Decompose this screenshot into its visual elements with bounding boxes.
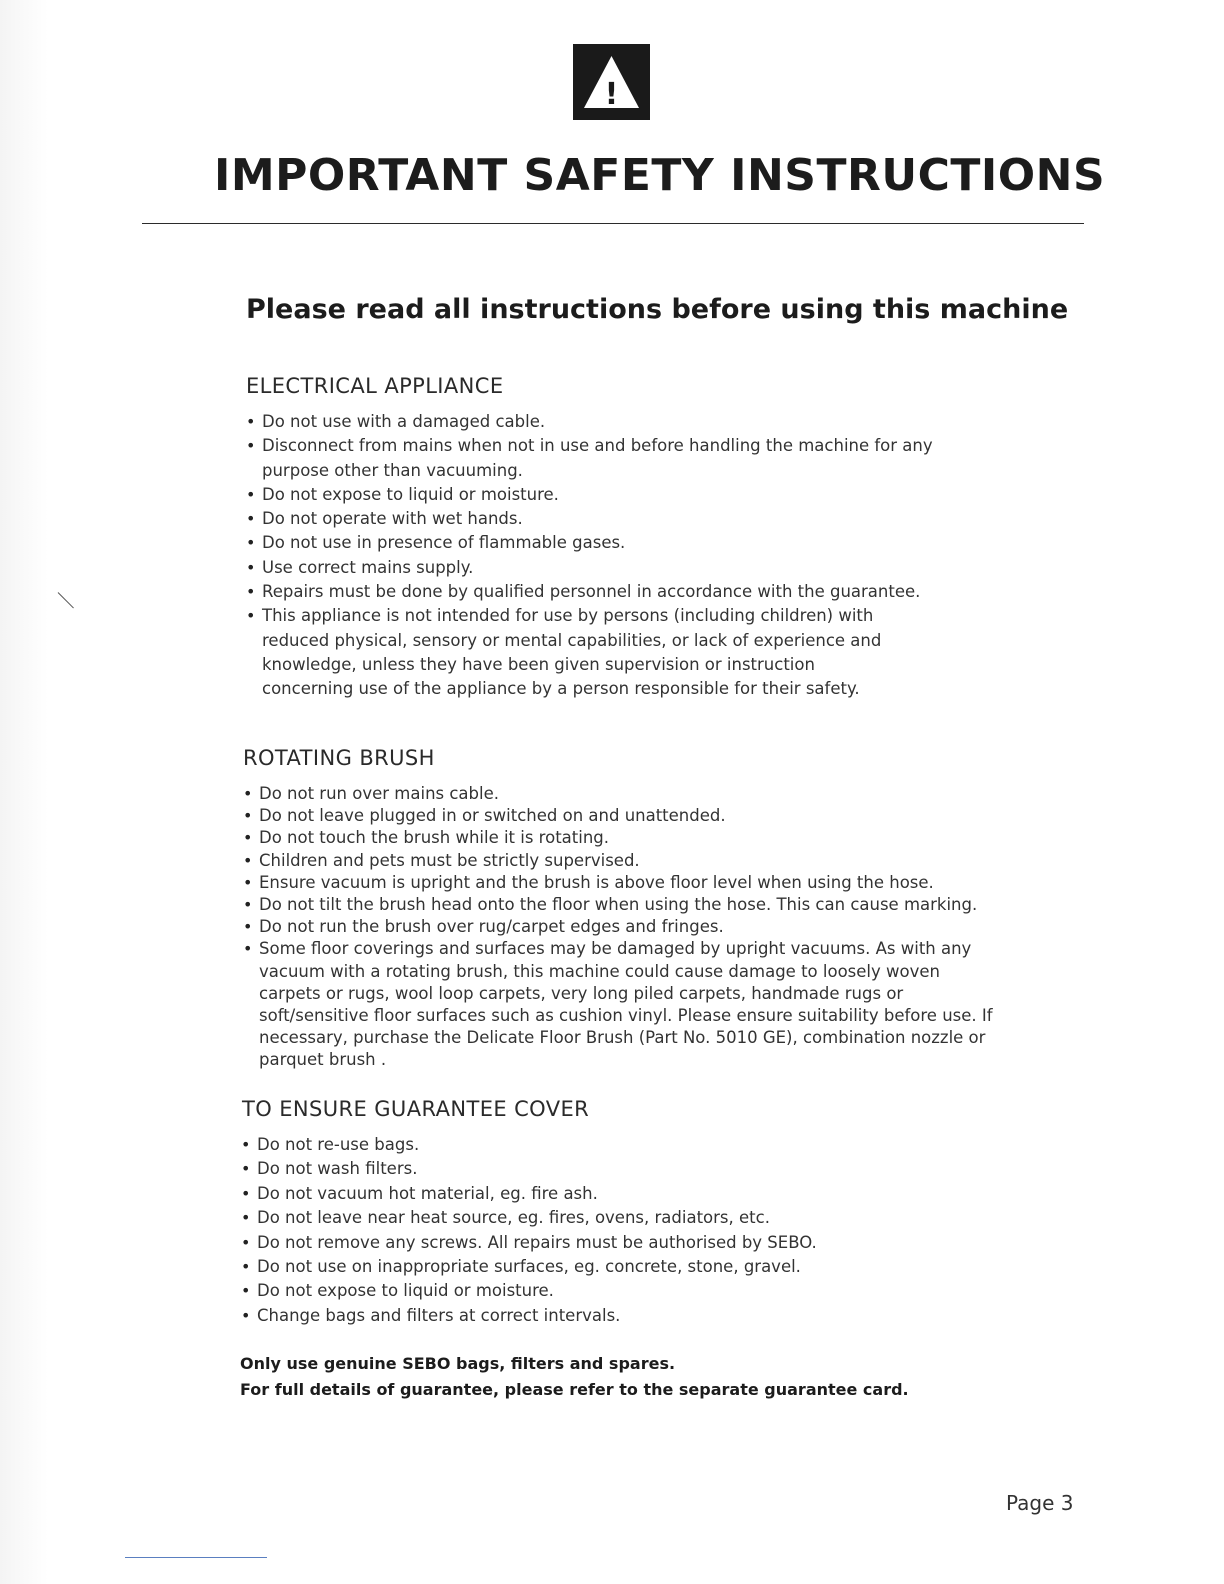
list-item: • Do not touch the brush while it is rotating. <box>243 827 993 849</box>
title-divider <box>142 223 1084 224</box>
list-item: • Ensure vacuum is upright and the brush is above floor level when using the hose. <box>243 872 993 894</box>
list-item: • Do not remove any screws. All repairs must be authorised by SEBO. <box>241 1231 941 1255</box>
list-item: • Do not expose to liquid or moisture. <box>241 1279 941 1303</box>
list-item: • Do not expose to liquid or moisture. <box>246 483 986 507</box>
list-item: • Do not wash filters. <box>241 1157 941 1181</box>
list-item: • Use correct mains supply. <box>246 556 986 580</box>
page-number: Page 3 <box>1006 1491 1074 1515</box>
warning-symbol: ! <box>604 77 619 112</box>
list-item: • Disconnect from mains when not in use and before handling the machine for any purpose other than vacuuming. <box>246 434 986 483</box>
list-item: • Do not re-use bags. <box>241 1133 941 1157</box>
scan-artifact <box>58 592 74 608</box>
section-heading-electrical: ELECTRICAL APPLIANCE <box>246 374 504 398</box>
list-item: • Do not leave plugged in or switched on and unattended. <box>243 805 993 827</box>
list-item: • Do not tilt the brush head onto the floor when using the hose. This can cause marking. <box>243 894 993 916</box>
electrical-list <box>246 410 986 702</box>
list-item: • Some floor coverings and surfaces may be damaged by upright vacuums. As with any vacuum with a rotating brush, this machine could cause damage to loosely woven carpets or rugs, wool loop carpets, very long piled carpets, handmade rugs or soft/sensitive floor surfaces such as cushion vinyl. Please ensure suitability before use. If necessary, purchase the Delicate Floor Brush (Part No. 5010 GE), combination nozzle or parquet brush . <box>243 938 993 1071</box>
genuine-parts-note: Only use genuine SEBO bags, filters and spares. <box>240 1354 676 1373</box>
section-heading-brush: ROTATING BRUSH <box>243 746 435 770</box>
list-item: • Do not run the brush over rug/carpet edges and fringes. <box>243 916 993 938</box>
section-heading-guarantee: TO ENSURE GUARANTEE COVER <box>242 1097 590 1121</box>
list-item: • Do not use with a damaged cable. <box>246 410 986 434</box>
warning-icon <box>573 44 650 120</box>
list-item: • Do not use in presence of flammable gases. <box>246 531 986 555</box>
page-subtitle: Please read all instructions before using this machine <box>246 294 1069 325</box>
guarantee-list <box>241 1133 941 1328</box>
list-item: • This appliance is not intended for use by persons (including children) with reduced physical, sensory or mental capabilities, or lack of experience and knowledge, unless they have been given supervision or instruction concerning use of the appliance by a person responsible for their safety. <box>246 604 986 701</box>
list-item: • Repairs must be done by qualified personnel in accordance with the guarantee. <box>246 580 986 604</box>
list-item: • Do not use on inappropriate surfaces, eg. concrete, stone, gravel. <box>241 1255 941 1279</box>
brush-list <box>243 783 993 1072</box>
scan-shadow <box>0 0 48 1584</box>
list-item: • Do not leave near heat source, eg. fires, ovens, radiators, etc. <box>241 1206 941 1230</box>
list-item: • Do not operate with wet hands. <box>246 507 986 531</box>
scan-artifact-line <box>125 1557 267 1558</box>
page-title: IMPORTANT SAFETY INSTRUCTIONS <box>214 150 1106 201</box>
list-item: • Do not vacuum hot material, eg. fire ash. <box>241 1182 941 1206</box>
list-item: • Change bags and filters at correct intervals. <box>241 1304 941 1328</box>
list-item: • Children and pets must be strictly supervised. <box>243 850 993 872</box>
list-item: • Do not run over mains cable. <box>243 783 993 805</box>
guarantee-card-note: For full details of guarantee, please refer to the separate guarantee card. <box>240 1380 909 1399</box>
